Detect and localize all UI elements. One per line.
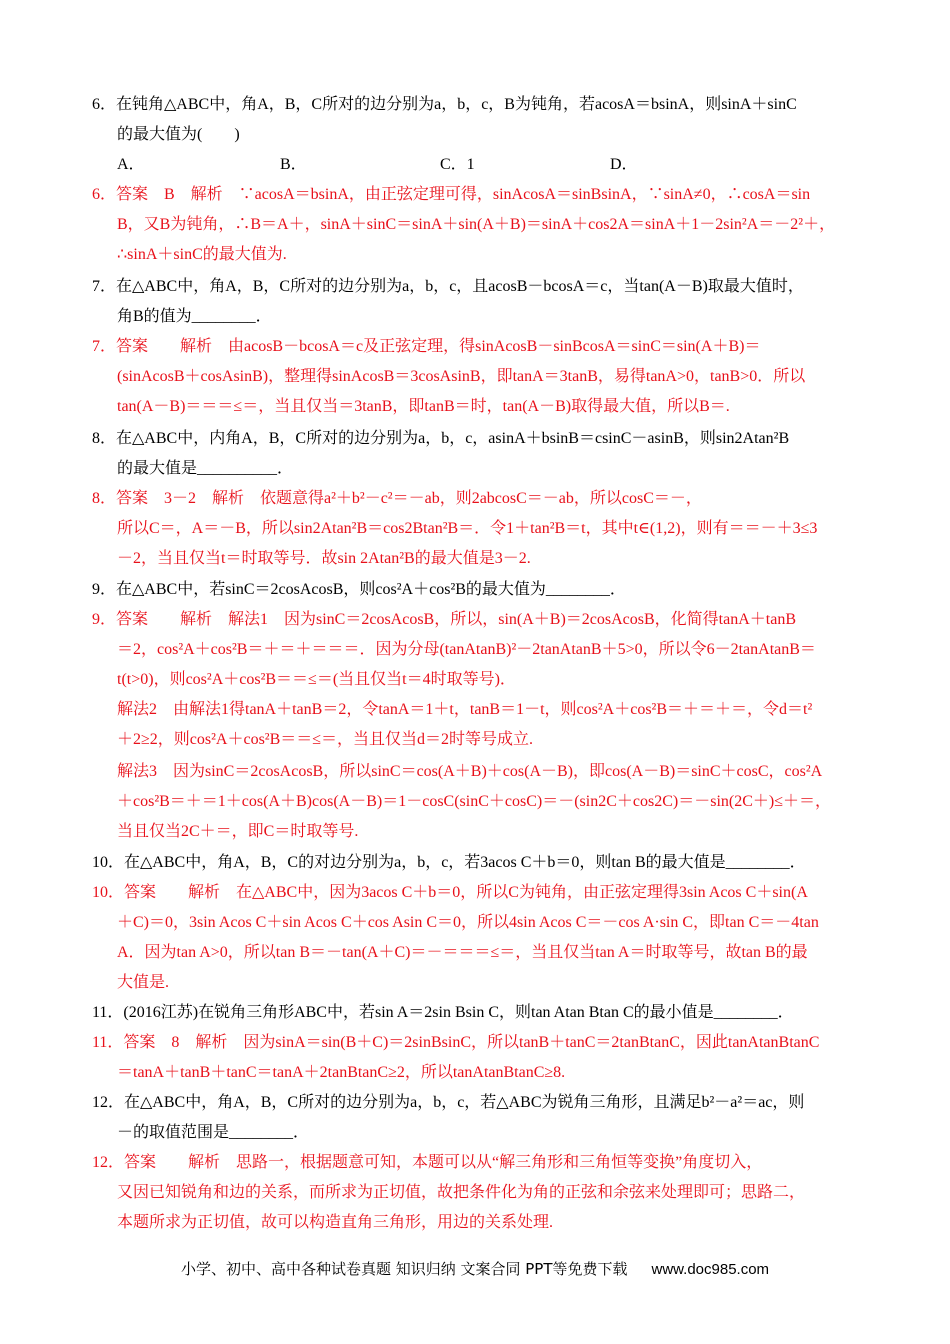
question-line: 的最大值为( ): [117, 126, 240, 143]
answer-line: 解法3 因为sinC＝2cosAcosB，所以sinC＝cos(A＋B)＋cos(A－B)，即cos(A－B)＝sinC＋cosC，cos²A: [117, 763, 823, 780]
answer-line: 解法2 由解法1得tanA＋tanB＝2，令tanA＝1＋t，tanB＝1－t，则cos²A＋cos²B＝＋＝＋＝，令d＝t²: [117, 701, 813, 718]
question-line: 角B的值为________．: [117, 308, 272, 325]
answer-line: 本题所求为正切值，故可以构造直角三角形，用边的关系处理.: [117, 1214, 554, 1231]
answer-line: A．因为tan A>0，所以tan B＝－tan(A＋C)＝－＝＝＝≤＝，当且仅当tan A＝时取等号，故tan B的最: [117, 944, 808, 961]
answer-line: ＋2≥2，则cos²A＋cos²B＝＝≤＝，当且仅当d＝2时等号成立.: [117, 731, 534, 748]
footer-url[interactable]: www.doc985.com: [651, 1261, 770, 1278]
choice-a: A．: [117, 156, 145, 173]
answer-line: ＋cos²B＝＋＝1＋cos(A＋B)cos(A－B)＝1－cosC(sinC＋cosC)＝－(sin2C＋cos2C)＝－sin(2C＋)≤＋＝，: [117, 793, 832, 810]
answer-line: t(t>0)，则cos²A＋cos²B＝＝≤＝(当且仅当t＝4时取等号)．: [117, 671, 516, 688]
answer-line: tan(A－B)＝＝＝≤＝，当且仅当＝3tanB，即tanB＝时，tan(A－B)取得最大值，所以B＝.: [117, 398, 730, 415]
answer-line: 所以C＝，A＝－B，所以sin2Atan²B＝cos2Btan²B＝．令1＋tan²B＝t，其中t∈(1,2)，则有＝＝－＋3≤3: [117, 520, 818, 537]
choice-b: B．: [280, 156, 307, 173]
answer-line: ∴sinA＋sinC的最大值为.: [117, 246, 287, 263]
answer-line: ＝tanA＋tanB＋tanC＝tanA＋2tanBtanC≥2，所以tanAtanBtanC≥8.: [117, 1064, 566, 1081]
question-line: 8．在△ABC中，内角A，B，C所对的边分别为a，b，c，asinA＋bsinB＝csinC－asinB，则sin2Atan²B: [92, 430, 790, 447]
answer-line: 10．答案 解析 在△ABC中，因为3acos C＋b＝0，所以C为钝角，由正弦定理得3sin Acos C＋sin(A: [92, 884, 808, 901]
choice-d: D．: [610, 156, 638, 173]
answer-line: B，又B为钝角，∴B＝A＋，sinA＋sinC＝sinA＋sin(A＋B)＝sinA＋cos2A＝sinA＋1－2sin²A＝－2²＋，: [117, 216, 836, 233]
answer-line: 当且仅当2C＋＝，即C＝时取等号.: [117, 823, 359, 840]
question-line: 11．(2016江苏)在锐角三角形ABC中，若sin A＝2sin Bsin C，则tan Atan Btan C的最小值是________．: [92, 1004, 794, 1021]
answer-line: 7．答案 解析 由acosB－bcosA＝c及正弦定理，得sinAcosB－sinBcosA＝sinC＝sin(A＋B)＝: [92, 338, 761, 355]
answer-line: 12．答案 解析 思路一，根据题意可知，本题可以从“解三角形和三角恒等变换”角度切入，: [92, 1154, 763, 1171]
question-line: 10．在△ABC中，角A，B，C的对边分别为a，b，c，若3acos C＋b＝0，则tan B的最大值是________．: [92, 854, 806, 871]
page-footer: [0, 1258, 950, 1279]
answer-line: ＝2，cos²A＋cos²B＝＋＝＋＝＝＝．因为分母(tanAtanB)²－2tanAtanB＋5>0，所以令6－2tanAtanB＝: [117, 641, 816, 658]
footer-text: 小学、初中、高中各种试卷真题 知识归纳 文案合同 PPT等免费下载: [180, 1260, 628, 1278]
answer-line: (sinAcosB＋cosAsinB)，整理得sinAcosB＝3cosAsinB，即tanA＝3tanB，易得tanA>0，tanB>0．所以: [117, 368, 806, 385]
answer-line: 9．答案 解析 解法1 因为sinC＝2cosAcosB，所以，sin(A＋B)＝2cosAcosB，化简得tanA＋tanB: [92, 611, 796, 628]
answer-line: 11．答案 8 解析 因为sinA＝sin(B＋C)＝2sinBsinC，所以tanB＋tanC＝2tanBtanC，因此tanAtanBtanC: [92, 1034, 820, 1051]
question-line: 6．在钝角△ABC中，角A，B，C所对的边分别为a，b，c，B为钝角，若acosA＝bsinA，则sinA＋sinC: [92, 96, 797, 113]
answer-line: 又因已知锐角和边的关系，而所求为正切值，故把条件化为角的正弦和余弦来处理即可；思路二，: [117, 1184, 806, 1201]
question-line: 9．在△ABC中，若sinC＝2cosAcosB，则cos²A＋cos²B的最大值为________．: [92, 581, 626, 598]
question-line: 的最大值是__________．: [117, 460, 294, 477]
question-line: 12．在△ABC中，角A，B，C所对的边分别为a，b，c，若△ABC为锐角三角形，且满足b²－a²＝ac，则: [92, 1094, 805, 1111]
choice-c: C．1: [440, 156, 475, 173]
answer-line: －2，当且仅当t＝时取等号．故sin 2Atan²B的最大值是3－2.: [117, 550, 531, 567]
answer-line: 6．答案 B 解析 ∵acosA＝bsinA，由正弦定理可得，sinAcosA＝sinBsinA，∵sinA≠0，∴cosA＝sin: [92, 186, 811, 203]
answer-line: 8．答案 3－2 解析 依题意得a²＋b²－c²＝－ab，则2abcosC＝－ab，所以cosC＝－，: [92, 490, 702, 507]
question-line: －的取值范围是________．: [117, 1124, 310, 1141]
question-line: 7．在△ABC中，角A，B，C所对的边分别为a，b，c，且acosB－bcosA＝c，当tan(A－B)取最大值时，: [92, 278, 804, 295]
answer-line: ＋C)＝0，3sin Acos C＋sin Acos C＋cos Asin C＝0，所以4sin Acos C＝－cos A·sin C，即tan C＝－4tan: [117, 914, 819, 931]
answer-line: 大值是.: [117, 974, 170, 991]
